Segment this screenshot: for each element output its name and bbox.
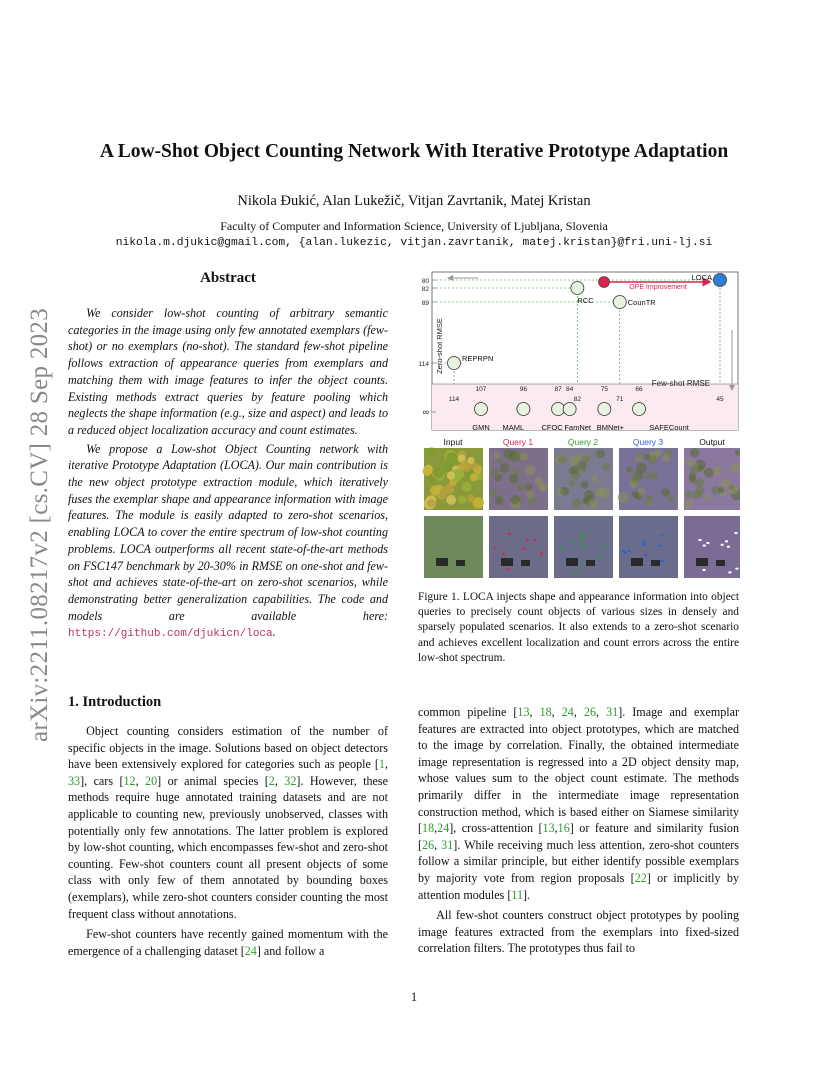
point-label: BMNet+ (596, 423, 625, 432)
x-axis-label: Few-shot RMSE (651, 379, 710, 388)
x-tick-label: 107 (475, 386, 487, 393)
data-point (633, 403, 646, 416)
animal-query3-image (619, 516, 678, 578)
abstract-paragraph-1: We consider low-shot counting of arbitrary semantic categories in the image using only few annotated exemplars (few-shot) or no exemplars (no-shot). The standard few-shot pipeline follows extraction of appearance queries from exemplars and matching them with image features to infer the object counts. Existing methods extract queries by feature pooling which neglects the shape information (e.g., size and aspect) and leads to a reduced object localization accuracy and count estimates. (68, 306, 388, 437)
citation[interactable]: 24 (561, 705, 574, 719)
point-label: REPRPN (462, 354, 494, 363)
intro-paragraph-2: Few-shot counters have recently gained momentum with the emergence of a challenging dataset [24] and follow a (68, 927, 388, 958)
data-point (613, 296, 626, 309)
intro-left-column (68, 723, 388, 959)
citation[interactable]: 32 (284, 773, 297, 788)
arxiv-sidebar-stamp (22, 290, 58, 760)
point-label: CFOC (541, 423, 563, 432)
x-tick-label: 84 (566, 386, 574, 393)
citation[interactable]: 13 (542, 821, 555, 836)
data-point (571, 282, 584, 295)
affiliation: Faculty of Computer and Information Science, University of Ljubljana, Slovenia (220, 219, 608, 233)
abstract-heading: Abstract (200, 270, 256, 286)
abstract-link-suffix: . (272, 625, 276, 640)
citation[interactable]: 1 (378, 757, 385, 772)
intro-right-column (418, 704, 739, 957)
point-label: MAML (502, 423, 525, 432)
figure-1-svg (418, 270, 740, 580)
citation[interactable]: 26 (422, 837, 435, 852)
citation[interactable]: 18 (422, 821, 435, 836)
citation[interactable]: 22 (634, 870, 647, 885)
point-label: GMN (472, 423, 490, 432)
abstract-p2-text: We propose a Low-shot Object Counting network with iterative Prototype Adaptation (LOCA). Our main contribution is the new object prototype extraction module, which iteratively fuses the exemplar shape and appearance information with image features. The module is easily adapted to zero-shot scenarios, enabling LOCA to cover the entire spectrum of low-shot counting problems. LOCA outperforms all recent state-of-the-art methods on FSC147 benchmark by 20-30% in RMSE on one-shot and few-shot and achieves state-of-the-art on zero-shot scenarios, while demonstrating better generalization capabilities. The code and models are available here: (68, 441, 388, 623)
abstract-paragraph-2 (68, 441, 388, 643)
data-point (598, 403, 611, 416)
x-tick-label: 114 (448, 396, 460, 403)
y-tick-label: 82 (421, 286, 429, 293)
data-point (474, 403, 487, 416)
citation[interactable]: 2 (268, 773, 275, 788)
animal-input-image (424, 516, 483, 578)
y-tick-label: 80 (421, 278, 429, 285)
point-label: RCC (577, 296, 594, 305)
x-tick-label: 87 (554, 386, 562, 393)
point-label: LOCA (691, 273, 712, 282)
intro-paragraph-3: common pipeline [13, 18, 24, 26, 31]. Image and exemplar features are extracted into object prototypes, which are matched to the image by correlation. Finally, the obtained intermediate image representation is regressed into a 2D object density map, whose values sum to the object count estimate. The methods primarily differ in the intermediate image representation construction method, which is based either on Siamese similarity [18,24], cross-attention [13,16] or feature and similarity fusion [26, 31]. While receiving much less attention, zero-shot counters follow a similar principle, but either identify possible exemplars by majority vote from region proposals [22] or implicitly by attention modules [11]. (418, 705, 740, 902)
x-tick-label: 66 (635, 386, 643, 393)
citation[interactable]: 18 (539, 705, 552, 719)
citation[interactable]: 12 (123, 773, 136, 788)
section-heading-introduction: 1. Introduction (68, 694, 162, 710)
citation[interactable]: 24 (244, 943, 257, 958)
citation[interactable]: 24 (437, 821, 450, 836)
citation[interactable]: 31 (606, 705, 619, 719)
citation[interactable]: 20 (145, 773, 158, 788)
point-label: CounTR (627, 298, 656, 307)
point-label: FamNet (564, 423, 591, 432)
citation[interactable]: 33 (68, 773, 81, 788)
arxiv-id: arXiv:2211.08217v2 [cs.CV] 28 Sep 2023 (26, 307, 53, 743)
data-point (563, 403, 576, 416)
intro-paragraph-1: Object counting considers estimation of the number of specific objects in the image. Solutions based on object detectors have been extensively explored for categories such as people [1, 33], cars [12, 20] or animal species [2, 32]. However, these methods require huge annotated training datasets and are not applicable to counting new, previously unobserved, classes with potentially only few annotations. The latter problem is explored by low-shot counting, which encompasses few-shot and zero-shot counting. Few-shot counters count all present objects of some class with only few of them annotated by bounding boxes (exemplars), while zero-shot counters consider counting the most frequent class without annotations. (68, 724, 389, 921)
point-label: SAFECount (649, 423, 689, 432)
page-number: 1 (410, 990, 418, 1004)
figure-caption: Figure 1. LOCA injects shape and appearance information into object queries to precisely count objects of various sizes in densely and sparsely populated scenarios. It also extends to a zero-shot scenario and achieves excellent localization and count errors across the entire low-shot spectrum. (418, 591, 739, 664)
citation[interactable]: 31 (441, 837, 454, 852)
x-tick-label: 96 (519, 386, 528, 393)
code-link[interactable]: https://github.com/djukicn/loca (68, 628, 273, 641)
citation[interactable]: 16 (557, 821, 570, 836)
y-tick-label: 89 (421, 300, 429, 307)
abstract-body (68, 305, 388, 643)
ope-label: OPE Improvement (629, 284, 687, 291)
citation[interactable]: 13 (517, 705, 530, 719)
panel-labels (444, 437, 726, 447)
animal-output-image (684, 516, 740, 578)
citation[interactable]: 26 (583, 705, 597, 719)
panel-label: Query 3 (632, 437, 664, 447)
citation[interactable]: 11 (511, 887, 524, 902)
animal-query1-image (489, 516, 548, 578)
panel-label: Output (699, 437, 725, 447)
panel-label: Query 2 (567, 437, 599, 447)
intro-paragraph-4: All few-shot counters construct object prototypes by pooling image features extracted from the exemplars into fixed-sized correlation filters. The prototypes thus fail to (418, 908, 739, 956)
panel-label: Input (443, 437, 463, 447)
author-list: Nikola Đukić, Alan Lukežič, Vitjan Zavrtanik, Matej Kristan (237, 193, 591, 209)
x-tick-label: 71 (616, 396, 624, 403)
author-emails: nikola.m.djukic@gmail.com, {alan.lukezic, vitjan.zavrtanik, matej.kristan}@fri.uni-lj.si (115, 237, 713, 249)
x-tick-label: 75 (600, 386, 608, 393)
panel-label: Query 1 (502, 437, 534, 447)
y-axis-label: Zero-shot RMSE (435, 318, 444, 374)
x-tick-label: 82 (573, 396, 581, 403)
data-point (448, 357, 461, 370)
x-tick-label: 45 (716, 396, 724, 403)
paper-title: A Low-Shot Object Counting Network With Iterative Prototype Adaptation (99, 141, 729, 162)
figure-1 (418, 270, 740, 580)
y-tick-label: 114 (418, 361, 429, 368)
data-point (517, 403, 530, 416)
y-tick-label: ∞ (422, 407, 429, 417)
data-point (552, 403, 565, 416)
data-point (714, 274, 727, 287)
animal-row (424, 516, 740, 578)
ope-start-point (599, 277, 610, 288)
